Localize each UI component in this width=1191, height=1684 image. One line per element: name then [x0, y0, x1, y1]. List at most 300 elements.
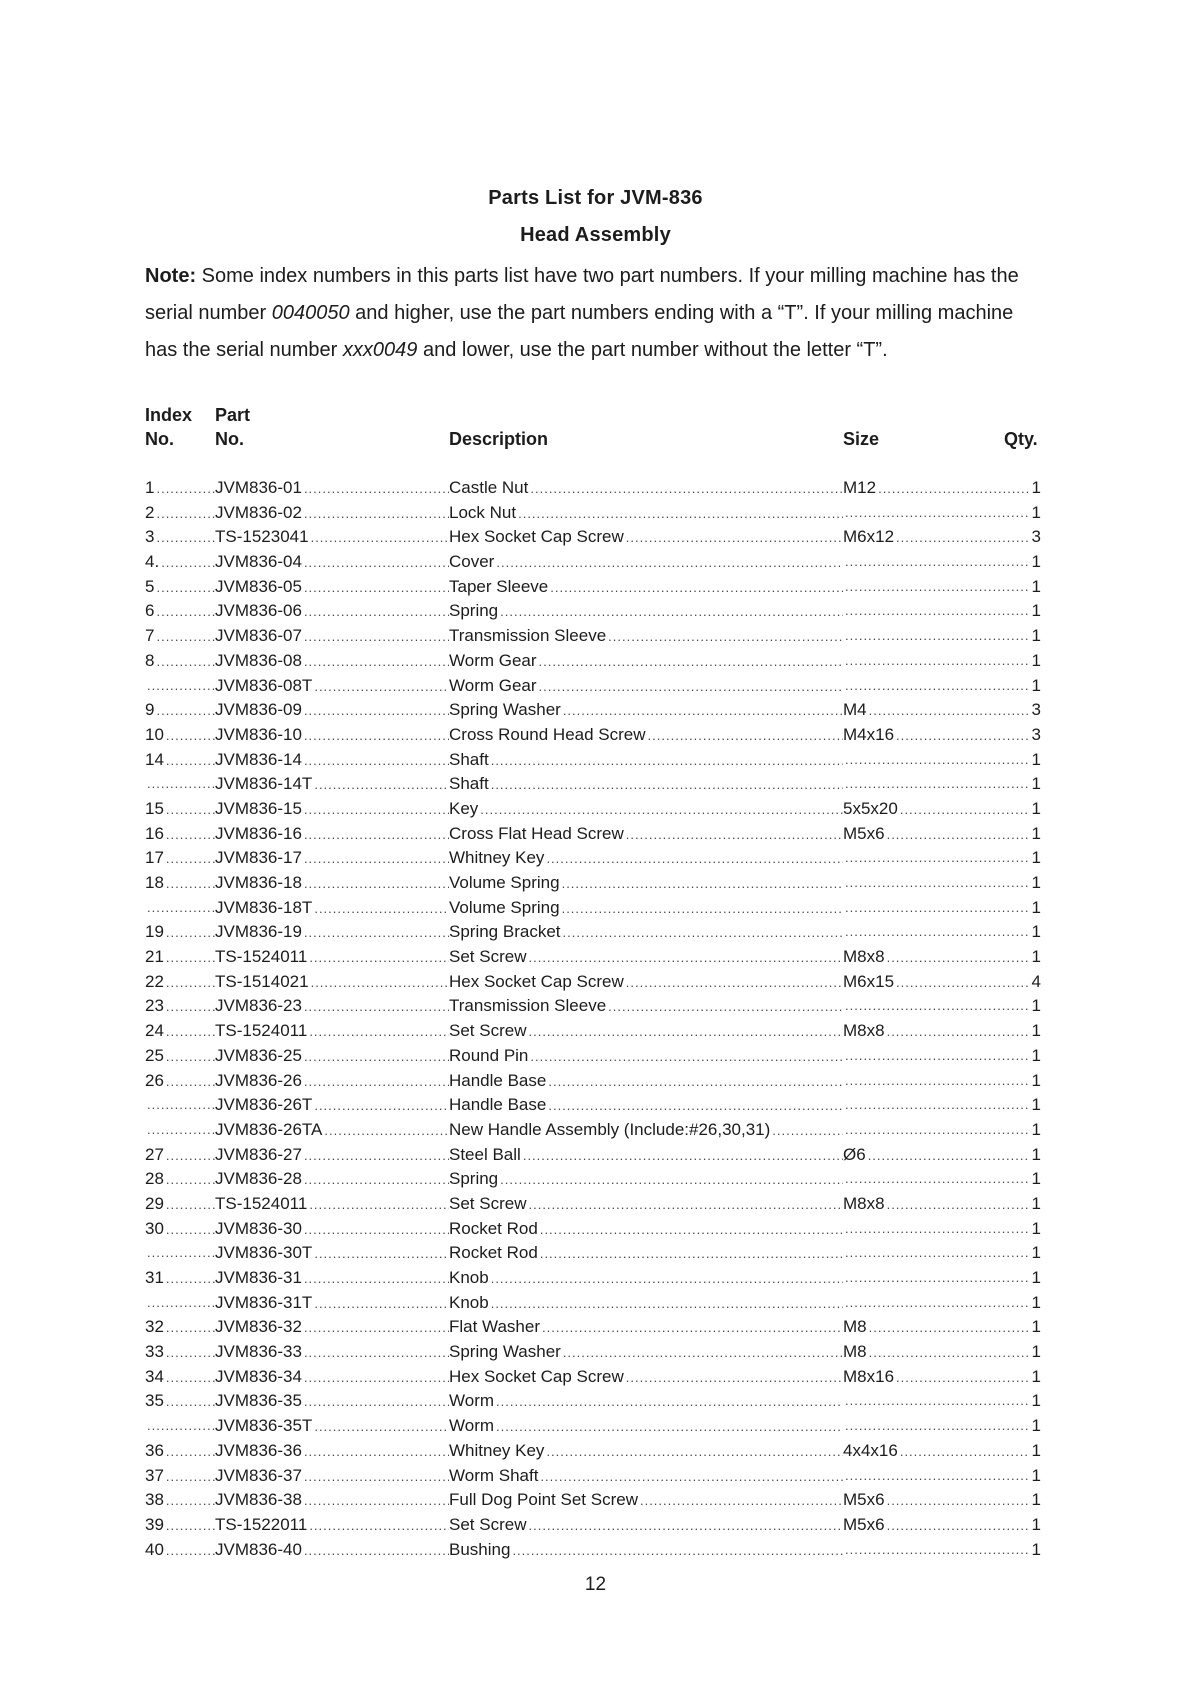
- part-number-cell-text: JVM836-40: [215, 1539, 302, 1559]
- dot-leader: [540, 1465, 843, 1489]
- index-cell: [145, 1044, 215, 1069]
- dot-leader: [166, 823, 215, 847]
- dot-leader: [166, 1366, 215, 1390]
- dot-leader: [845, 1167, 1029, 1192]
- note-serial-low: xxx0049: [342, 339, 418, 361]
- size-cell: [843, 599, 1029, 624]
- dot-leader: [626, 1366, 843, 1390]
- size-cell: [843, 674, 1029, 699]
- size-cell-text: M5x6: [843, 1514, 885, 1534]
- qty-cell-text: 1: [1031, 1095, 1041, 1115]
- size-cell: [843, 1389, 1029, 1414]
- qty-cell: [1029, 1365, 1041, 1390]
- dot-leader: [166, 1070, 215, 1094]
- index-cell: [145, 1069, 215, 1094]
- qty-cell-text: 1: [1031, 1317, 1041, 1337]
- dot-leader: [772, 1119, 843, 1143]
- table-row: [145, 748, 1040, 773]
- dot-leader: [304, 798, 449, 822]
- dot-leader: [166, 724, 215, 748]
- index-cell: [145, 1167, 215, 1192]
- table-row: [145, 1266, 1040, 1291]
- dot-leader: [563, 921, 844, 945]
- table-row: [145, 723, 1040, 748]
- dot-leader: [304, 921, 449, 945]
- description-cell: [449, 1513, 843, 1538]
- header-part: [215, 403, 250, 451]
- description-cell: [449, 1315, 843, 1340]
- dot-leader: [304, 847, 449, 871]
- part-number-cell: [215, 772, 449, 797]
- description-cell: [449, 501, 843, 526]
- part-number-cell: [215, 649, 449, 674]
- index-cell: [145, 649, 215, 674]
- index-cell: [145, 550, 215, 575]
- dot-leader: [845, 575, 1029, 600]
- size-cell: [843, 1167, 1029, 1192]
- description-cell: [449, 871, 843, 896]
- qty-cell: [1029, 846, 1041, 871]
- table-row: [145, 1093, 1040, 1118]
- dot-leader: [648, 724, 843, 748]
- dot-leader: [845, 1217, 1029, 1242]
- index-cell: [145, 1143, 215, 1168]
- description-cell-text: Bushing: [449, 1539, 511, 1559]
- description-cell-text: Volume Spring: [449, 897, 560, 917]
- dot-leader: [304, 872, 449, 896]
- description-cell-text: Worm Gear: [449, 675, 537, 695]
- index-cell: [145, 599, 215, 624]
- description-cell: [449, 525, 843, 550]
- part-number-cell-text: JVM836-38: [215, 1490, 302, 1510]
- dot-leader: [626, 526, 843, 550]
- part-number-cell-text: JVM836-19: [215, 922, 302, 942]
- part-number-cell: [215, 1488, 449, 1513]
- dot-leader: [156, 576, 215, 600]
- index-cell-text: 33: [145, 1342, 164, 1362]
- table-row: [145, 1315, 1040, 1340]
- table-row: [145, 945, 1040, 970]
- description-cell: [449, 1266, 843, 1291]
- qty-cell: [1029, 797, 1041, 822]
- description-cell-text: Set Screw: [449, 1514, 527, 1534]
- dot-leader: [166, 1168, 215, 1192]
- qty-cell: [1029, 871, 1041, 896]
- dot-leader: [523, 1144, 843, 1168]
- size-cell: [843, 1019, 1029, 1044]
- description-cell-text: Worm: [449, 1391, 495, 1411]
- table-row: [145, 1044, 1040, 1069]
- index-cell-text: 4.: [145, 552, 160, 572]
- description-cell: [449, 846, 843, 871]
- description-cell: [449, 1488, 843, 1513]
- part-number-cell: [215, 476, 449, 501]
- part-number-cell-text: JVM836-07: [215, 626, 302, 646]
- description-cell-text: Flat Washer: [449, 1317, 541, 1337]
- qty-cell: [1029, 1488, 1041, 1513]
- part-number-cell-text: JVM836-37: [215, 1465, 302, 1485]
- dot-leader: [546, 847, 843, 871]
- description-cell-text: Spring Washer: [449, 700, 561, 720]
- description-cell-text: Transmission Sleeve: [449, 996, 607, 1016]
- description-cell-text: Handle Base: [449, 1070, 547, 1090]
- note-label: Note:: [145, 265, 197, 287]
- description-cell-text: Set Screw: [449, 947, 527, 967]
- index-cell-text: 10: [145, 724, 164, 744]
- index-cell-text: 3: [145, 527, 155, 547]
- header-part-line1: Part: [215, 405, 251, 425]
- size-cell: [843, 797, 1029, 822]
- dot-leader: [156, 477, 215, 501]
- index-cell-text: 26: [145, 1070, 164, 1090]
- index-cell-text: 32: [145, 1317, 164, 1337]
- part-number-cell: [215, 1167, 449, 1192]
- qty-cell-text: 1: [1031, 1218, 1041, 1238]
- dot-leader: [608, 625, 843, 649]
- dot-leader: [304, 576, 449, 600]
- qty-cell-text: 1: [1031, 502, 1041, 522]
- qty-cell: [1029, 1143, 1041, 1168]
- dot-leader: [311, 526, 449, 550]
- dot-leader: [304, 724, 449, 748]
- size-cell-text: M8x8: [843, 1021, 885, 1041]
- part-number-cell-text: JVM836-16: [215, 823, 302, 843]
- table-row: [145, 1192, 1040, 1217]
- description-cell-text: Shaft: [449, 774, 489, 794]
- dot-leader: [166, 1218, 215, 1242]
- qty-cell: [1029, 476, 1041, 501]
- table-row: [145, 970, 1040, 995]
- size-cell: [843, 1143, 1029, 1168]
- description-cell-text: Steel Ball: [449, 1144, 521, 1164]
- qty-cell: [1029, 1241, 1041, 1266]
- dot-leader: [314, 773, 449, 797]
- dot-leader: [491, 1292, 843, 1316]
- part-number-cell: [215, 1414, 449, 1439]
- qty-cell: [1029, 501, 1041, 526]
- size-cell: [843, 970, 1029, 995]
- qty-cell-text: 1: [1031, 1490, 1041, 1510]
- description-cell-text: Worm Shaft: [449, 1465, 539, 1485]
- qty-cell-text: 1: [1031, 922, 1041, 942]
- size-cell-text: M4x16: [843, 724, 895, 744]
- size-cell: [843, 525, 1029, 550]
- dot-leader: [166, 1539, 215, 1563]
- size-cell-text: M8: [843, 1342, 867, 1362]
- description-cell-text: Spring Bracket: [449, 922, 561, 942]
- dot-leader: [147, 896, 215, 921]
- dot-leader: [845, 994, 1029, 1019]
- description-cell-text: Spring Washer: [449, 1342, 561, 1362]
- dot-leader: [900, 1440, 1029, 1464]
- qty-cell: [1029, 599, 1041, 624]
- table-row: [145, 624, 1040, 649]
- index-cell-text: 19: [145, 922, 164, 942]
- part-number-cell: [215, 994, 449, 1019]
- qty-cell: [1029, 550, 1041, 575]
- index-cell: [145, 1488, 215, 1513]
- dot-leader: [304, 650, 449, 674]
- description-cell: [449, 822, 843, 847]
- index-cell: [145, 575, 215, 600]
- table-row: [145, 1118, 1040, 1143]
- dot-leader: [304, 477, 449, 501]
- index-cell: [145, 525, 215, 550]
- index-cell: [145, 723, 215, 748]
- note-text-3: and lower, use the part number without the letter “T”.: [417, 339, 888, 361]
- part-number-cell: [215, 1044, 449, 1069]
- description-cell: [449, 599, 843, 624]
- dot-leader: [304, 1489, 449, 1513]
- index-cell: [145, 970, 215, 995]
- size-cell: [843, 1513, 1029, 1538]
- qty-cell-text: 1: [1031, 601, 1041, 621]
- index-cell: [145, 772, 215, 797]
- size-cell: [843, 748, 1029, 773]
- dot-leader: [304, 625, 449, 649]
- description-cell: [449, 1167, 843, 1192]
- description-cell-text: Round Pin: [449, 1045, 529, 1065]
- size-cell-text: M12: [843, 478, 877, 497]
- description-cell-text: Rocket Rod: [449, 1218, 538, 1238]
- qty-cell: [1029, 723, 1041, 748]
- description-cell: [449, 1365, 843, 1390]
- description-cell-text: Cross Round Head Screw: [449, 724, 646, 744]
- qty-cell-text: 1: [1031, 1243, 1041, 1263]
- size-cell: [843, 1340, 1029, 1365]
- qty-cell: [1029, 1069, 1041, 1094]
- part-number-cell-text: JVM836-31: [215, 1268, 302, 1287]
- part-number-cell: [215, 1069, 449, 1094]
- dot-leader: [314, 1292, 449, 1316]
- part-number-cell: [215, 575, 449, 600]
- qty-cell-text: 1: [1031, 1144, 1041, 1164]
- index-cell: [145, 1439, 215, 1464]
- index-cell-text: 36: [145, 1440, 164, 1460]
- part-number-cell-text: JVM836-05: [215, 576, 302, 596]
- part-number-cell-text: JVM836-35T: [215, 1416, 313, 1436]
- part-number-cell-text: JVM836-23: [215, 996, 302, 1016]
- size-cell: [843, 822, 1029, 847]
- description-cell: [449, 1118, 843, 1143]
- qty-cell-text: 1: [1031, 873, 1041, 892]
- description-cell: [449, 1538, 843, 1563]
- dot-leader: [845, 920, 1029, 945]
- dot-leader: [309, 1514, 449, 1538]
- size-cell: [843, 1217, 1029, 1242]
- qty-cell: [1029, 1513, 1041, 1538]
- qty-cell: [1029, 1019, 1041, 1044]
- dot-leader: [500, 1168, 843, 1192]
- size-cell: [843, 896, 1029, 921]
- dot-leader: [314, 675, 449, 699]
- index-cell: [145, 748, 215, 773]
- index-cell: [145, 1414, 215, 1439]
- dot-leader: [304, 1070, 449, 1094]
- qty-cell-text: 4: [1031, 971, 1041, 991]
- description-cell: [449, 1217, 843, 1242]
- description-cell: [449, 920, 843, 945]
- table-row: [145, 1241, 1040, 1266]
- size-cell: [843, 846, 1029, 871]
- dot-leader: [845, 772, 1029, 797]
- size-cell-text: 4x4x16: [843, 1440, 898, 1460]
- table-row: [145, 674, 1040, 699]
- description-cell: [449, 945, 843, 970]
- dot-leader: [530, 1045, 843, 1069]
- qty-cell-text: 1: [1031, 576, 1041, 596]
- size-cell-text: M8x8: [843, 1193, 885, 1213]
- dot-leader: [161, 551, 215, 575]
- size-cell-text: Ø6: [843, 1144, 866, 1164]
- qty-cell: [1029, 1167, 1041, 1192]
- dot-leader: [309, 1193, 449, 1217]
- description-cell: [449, 1389, 843, 1414]
- table-row: [145, 550, 1040, 575]
- description-cell-text: Rocket Rod: [449, 1243, 538, 1263]
- qty-cell: [1029, 1192, 1041, 1217]
- size-cell-text: M5x6: [843, 823, 885, 843]
- dot-leader: [512, 1539, 843, 1563]
- index-cell: [145, 1315, 215, 1340]
- qty-cell: [1029, 994, 1041, 1019]
- part-number-cell: [215, 871, 449, 896]
- size-cell-text: M5x6: [843, 1490, 885, 1510]
- qty-cell-text: 1: [1031, 478, 1041, 497]
- table-row: [145, 698, 1040, 723]
- dot-leader: [550, 576, 843, 600]
- dot-leader: [147, 674, 215, 699]
- description-cell-text: Spring: [449, 1169, 499, 1189]
- index-cell: [145, 1389, 215, 1414]
- index-cell-text: 21: [145, 947, 164, 967]
- part-number-cell: [215, 1291, 449, 1316]
- dot-leader: [539, 650, 843, 674]
- dot-leader: [845, 1266, 1029, 1291]
- qty-cell-text: 1: [1031, 1268, 1041, 1287]
- dot-leader: [887, 823, 1029, 847]
- index-cell-text: 38: [145, 1490, 164, 1510]
- dot-leader: [166, 847, 215, 871]
- dot-leader: [166, 995, 215, 1019]
- dot-leader: [304, 1539, 449, 1563]
- index-cell-text: 5: [145, 576, 155, 596]
- index-cell-text: 9: [145, 700, 155, 720]
- qty-cell: [1029, 1093, 1041, 1118]
- dot-leader: [845, 871, 1029, 896]
- dot-leader: [887, 1020, 1029, 1044]
- qty-cell: [1029, 896, 1041, 921]
- part-number-cell-text: JVM836-26T: [215, 1095, 313, 1115]
- dot-leader: [640, 1489, 843, 1513]
- table-row: [145, 871, 1040, 896]
- dot-leader: [845, 1044, 1029, 1069]
- size-cell: [843, 1118, 1029, 1143]
- index-cell-text: 17: [145, 848, 164, 868]
- qty-cell-text: 1: [1031, 1169, 1041, 1189]
- dot-leader: [845, 896, 1029, 921]
- size-cell: [843, 1291, 1029, 1316]
- description-cell: [449, 1464, 843, 1489]
- table-row: [145, 599, 1040, 624]
- table-row: [145, 649, 1040, 674]
- description-cell-text: Hex Socket Cap Screw: [449, 971, 624, 991]
- note-serial-high: 0040050: [271, 302, 350, 324]
- qty-cell: [1029, 1217, 1041, 1242]
- table-row: [145, 822, 1040, 847]
- index-cell: [145, 945, 215, 970]
- qty-cell-text: 1: [1031, 774, 1041, 794]
- qty-cell-text: 1: [1031, 552, 1041, 572]
- size-cell: [843, 1439, 1029, 1464]
- description-cell: [449, 1069, 843, 1094]
- dot-leader: [562, 897, 843, 921]
- description-cell-text: Transmission Sleeve: [449, 626, 607, 646]
- dot-leader: [304, 995, 449, 1019]
- dot-leader: [304, 1045, 449, 1069]
- qty-cell-text: 1: [1031, 848, 1041, 868]
- dot-leader: [845, 1538, 1029, 1563]
- description-cell: [449, 476, 843, 501]
- index-cell: [145, 1118, 215, 1143]
- qty-cell: [1029, 1439, 1041, 1464]
- header-size: Size: [843, 429, 880, 449]
- description-cell: [449, 1340, 843, 1365]
- index-cell-text: 23: [145, 996, 164, 1016]
- qty-cell: [1029, 525, 1041, 550]
- description-cell: [449, 1241, 843, 1266]
- dot-leader: [309, 1020, 449, 1044]
- qty-cell: [1029, 748, 1041, 773]
- qty-cell-text: 1: [1031, 1391, 1041, 1411]
- size-cell: [843, 624, 1029, 649]
- qty-cell: [1029, 1291, 1041, 1316]
- dot-leader: [845, 501, 1029, 526]
- dot-leader: [156, 625, 215, 649]
- table-row: [145, 525, 1040, 550]
- dot-leader: [845, 846, 1029, 871]
- dot-leader: [304, 1440, 449, 1464]
- description-cell-text: Hex Socket Cap Screw: [449, 527, 624, 547]
- qty-cell-text: 1: [1031, 626, 1041, 646]
- dot-leader: [304, 1144, 449, 1168]
- index-cell-text: 31: [145, 1268, 164, 1287]
- table-row: [145, 1340, 1040, 1365]
- qty-cell-text: 1: [1031, 1416, 1041, 1436]
- dot-leader: [869, 1316, 1029, 1340]
- part-number-cell-text: JVM836-09: [215, 700, 302, 720]
- dot-leader: [304, 749, 449, 773]
- note-text-2: and higher, use the part numbers ending with a “T”. If your milling machine has the serial number: [145, 302, 1014, 361]
- part-number-cell-text: JVM836-26TA: [215, 1119, 323, 1139]
- qty-cell: [1029, 1464, 1041, 1489]
- dot-leader: [491, 749, 843, 773]
- table-row: [145, 1513, 1040, 1538]
- index-cell: [145, 1365, 215, 1390]
- part-number-cell-text: JVM836-35: [215, 1391, 302, 1411]
- index-cell-text: 35: [145, 1391, 164, 1411]
- dot-leader: [845, 1093, 1029, 1118]
- part-number-cell-text: JVM836-18: [215, 873, 302, 892]
- table-row: [145, 1464, 1040, 1489]
- table-row: [145, 1538, 1040, 1563]
- part-number-cell: [215, 1538, 449, 1563]
- size-cell: [843, 501, 1029, 526]
- dot-leader: [500, 600, 843, 624]
- part-number-cell-text: JVM836-31T: [215, 1292, 313, 1312]
- description-cell-text: New Handle Assembly (Include:#26,30,31): [449, 1119, 771, 1139]
- dot-leader: [166, 946, 215, 970]
